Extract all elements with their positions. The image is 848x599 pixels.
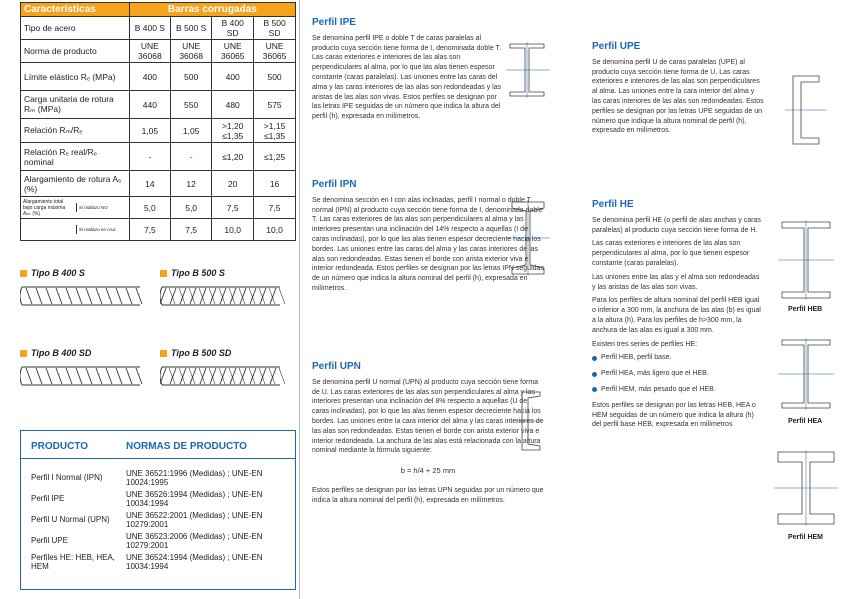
product-standard: UNE 36524:1994 (Medidas) ; UNE-EN 10034:1994 [126,552,263,571]
he-bullet [592,369,764,379]
agt-value: 5,0 [171,197,212,219]
row-label: Relación Rₘ/Rₑ [21,119,130,143]
agt-value: 7,5 [171,219,212,241]
row-value: 500 [171,63,212,91]
agt-value: 10,0 [254,219,296,241]
row-value: B 500 S [171,17,212,40]
rebar-label: Tipo B 500 SD [171,348,232,358]
characteristics-row [21,40,296,63]
rebar-b400sd-drawing [20,361,145,391]
row-value: B 500 SD [254,17,296,40]
product-standards-box [20,430,296,590]
rebar-b500s [160,268,290,311]
row-label: Alargamiento de rotura A₅ (%) [21,171,130,197]
row-label: Carga unitaria de rotura Rₘ (MPa) [21,91,130,119]
upn-text-2: Estos perfiles se designan por las letras UPN seguidas por un número que indica la altura nominal del perfil (h), expresada en milímetros. [312,486,544,504]
ipn-title: Perfil IPN [312,179,357,190]
column-divider [299,0,300,599]
hea-profile-figure [778,336,834,412]
row-label: Límite elástico Rₑ (MPa) [21,63,130,91]
he-text-4: Para los perfiles de altura nominal del perfil HEB igual o inferior a 300 mm, la anchura de las alas (b) es igual a la altura (h). Para los perfiles de h>300 mm, la anchura de las alas es igual a 300 mm. [592,297,761,334]
agt-value: 7,5 [212,197,254,219]
row-value: >1,15 ≤1,35 [254,119,296,143]
rebar-b400sd [20,348,150,391]
row-value: UNE 36068 [129,40,170,63]
row-value: 440 [129,91,170,119]
row-value: - [171,143,212,171]
characteristics-row [21,143,296,171]
bullet-text: Perfil HEA, más ligero que el HEB. [601,370,709,378]
agt-label-cell [21,219,130,241]
product-name: Perfiles HE: HEB, HEA, HEM [31,552,116,571]
agt-value: 7,5 [129,219,170,241]
agt-sublabel: Si mallazo NO [76,203,110,212]
row-value: 1,05 [171,119,212,143]
bullet-text: Perfil HEB, perfil base. [601,354,672,362]
section-upe [592,42,764,140]
agt-sublabel: Si mallazo en cruz [76,225,118,234]
upn-profile-figure [514,388,544,454]
row-value: B 400 SD [212,17,254,40]
bullet-text: Perfil HEM, más pesado que el HEB. [601,385,716,393]
upe-text: Se denomina perfil U de caras paralelas (UPE) al producto cuya sección tiene forma de U. Las caras exteriores e interiores de las alas son perpendiculares al alma. Las uniones entre la cara interior del alma y las caras interiores de las alas son redondeadas. Estos perfiles se designan por las letras UPE seguidas de un número que indique la altura nominal de perfil (h), expresado en milímetros. [592,58,764,135]
he-text-3: Las uniones entre las alas y el alma son redondeadas y las aristas de las alas son vivas. [592,273,760,291]
he-title: Perfil HE [592,199,634,210]
section-he [592,200,764,434]
orange-square-icon [20,270,27,277]
bullet-dot-icon [592,356,597,361]
product-standard: UNE 36522:2001 (Medidas) ; UNE-EN 10279:2001 [126,510,263,529]
characteristics-row [21,171,296,197]
row-value: 20 [212,171,254,197]
ipe-text: Se denomina perfil IPE o doble T de caras paralelas al producto cuya sección tiene forma de I, denominada doble T. Las caras exteriores e interiores de las alas son perpendiculares al alma, por lo que las alas tienen espesor constante (caras paralelas). Las uniones entre las caras del alma y las caras interiores de las alas son redondeadas y las aristas de las alas son vivas. Estos perfiles se designan por las letras IPE seguidas de un número que indica la altura del perfil (h), expresada en milímetros. [312,34,502,121]
agt-label-cell [21,197,130,219]
row-value: UNE 36065 [254,40,296,63]
product-name: Perfil U Normal (UPN) [31,515,110,524]
row-value: 1,05 [129,119,170,143]
characteristics-header: Características [21,3,130,17]
rebar-label: Tipo B 400 SD [31,348,92,358]
rebar-label: Tipo B 500 S [171,268,225,278]
row-value: 500 [254,63,296,91]
heb-profile-figure [778,218,834,302]
agt-value: 7,5 [254,197,296,219]
hem-label: Perfil HEM [788,534,824,541]
row-value: 12 [171,171,212,197]
product-row [21,509,295,530]
agt-row [21,219,296,241]
row-value: - [129,143,170,171]
orange-square-icon [160,270,167,277]
hea-label: Perfil HEA [788,418,823,425]
row-value: B 400 S [129,17,170,40]
bullet-dot-icon [592,387,597,392]
upn-formula: b = h/4 + 25 mm [400,466,456,476]
he-text-6: Estos perfiles se designan por las letras HEB, HEA o HEM seguidas de un número que indica la altura (h) del perfil base HEB, expresada en milímetros [592,401,756,429]
product-column-header: PRODUCTO [31,441,89,452]
product-standard: UNE 36523:2006 (Medidas) ; UNE-EN 10279:2001 [126,531,263,550]
row-value: >1,20 ≤1,35 [212,119,254,143]
characteristics-row [21,17,296,40]
row-label: Relación Rₑ real/Rₑ nominal [21,143,130,171]
row-value: 575 [254,91,296,119]
row-label: Tipo de acero [21,17,130,40]
product-standard: UNE 36526:1994 (Medidas) ; UNE-EN 10034:1994 [126,489,263,508]
agt-row [21,197,296,219]
product-row [21,551,295,572]
ipn-text: Se denomina sección en I con alas inclinadas, perfil I normal o doble T normal (IPN) al producto cuya sección tiene forma de I, denominada doble T. Las caras exteriores de las alas son perpendiculares al alma y las interiores presentan una inclinación del 14% respecto a aquellas (I de caras inclinadas), por lo que las alas tienen espesor decreciente hacia los bordes. Las uniones entre las caras del alma y las caras interiores de las alas son redondeadas. Estas tienen el borde con arista exterior viva e interior redondeada. Estos perfiles se designan por las letras IPN seguidas de un número que indica la altura nominal del perfil (h), expresada en milímetros. [312,196,544,292]
product-name: Perfil UPE [31,536,68,545]
agt-value: 5,0 [129,197,170,219]
product-name: Perfil I Normal (IPN) [31,473,103,482]
row-value: 16 [254,171,296,197]
characteristics-row [21,91,296,119]
he-bullet [592,353,764,363]
product-row [21,488,295,509]
ipn-profile-figure [506,198,552,278]
he-text-1: Se denomina perfil HE (o perfil de alas anchas y caras paralelas) al producto cuya sección tiene forma de H. [592,216,761,234]
product-row [21,467,295,488]
row-label: Norma de producto [21,40,130,63]
characteristics-row [21,63,296,91]
agt-value: 10,0 [212,219,254,241]
rebar-b500s-drawing [160,281,285,311]
upe-profile-figure [783,72,829,148]
row-value: 400 [129,63,170,91]
product-standards-header [21,431,295,459]
orange-square-icon [160,350,167,357]
agt-label: Alargamiento total bajo carga máxima Aₘₜ (%) [23,198,66,217]
upn-title: Perfil UPN [312,361,361,372]
he-text-2: Las caras exteriores e interiores de las alas son perpendiculares al alma, por lo que tienen espesor constante (caras paralelas). [592,240,750,267]
rebar-label: Tipo B 400 S [31,268,85,278]
row-value: 480 [212,91,254,119]
left-column [0,0,300,599]
rebar-b400s-drawing [20,281,145,311]
product-name: Perfil IPE [31,494,65,503]
row-value: ≤1,25 [254,143,296,171]
rebar-b500sd [160,348,290,391]
product-standard: UNE 36521:1996 (Medidas) ; UNE-EN 10024:1995 [126,468,263,487]
upe-title: Perfil UPE [592,41,641,52]
he-bullet [592,385,764,395]
characteristics-table [20,2,296,241]
rebar-b400s [20,268,150,311]
row-value: 550 [171,91,212,119]
standards-column-header: NORMAS DE PRODUCTO [126,441,247,452]
row-value: 14 [129,171,170,197]
bullet-dot-icon [592,372,597,377]
rebar-b500sd-drawing [160,361,285,391]
ipe-profile-figure [506,40,552,100]
product-row [21,530,295,551]
orange-square-icon [20,350,27,357]
row-value: ≤1,20 [212,143,254,171]
row-value: 400 [212,63,254,91]
he-text-5: Existen tres series de perfiles HE: [592,340,698,348]
upn-text: Se denomina perfil U normal (UPN) al producto cuya sección tiene forma de U. Las caras exteriores de las alas son perpendiculares al alma y las interiores presentan una inclinación del 8% respecto a aquellas (U de caras inclinadas), por lo que las alas tienen espesor decreciente hacia los bordes. Las uniones entre la cara interior del alma y las caras interiores de las alas son redondeadas. Estas tienen el borde con arista exterior viva e interior redondeada. La anchura de las alas está relacionada con la altura nominal mediante la fórmula siguiente: [312,378,544,455]
heb-label: Perfil HEB [788,306,823,313]
section-upn [312,362,544,510]
row-value: UNE 36068 [171,40,212,63]
characteristics-row [21,119,296,143]
ipe-title: Perfil IPE [312,17,356,28]
hem-profile-figure [774,448,838,528]
bars-header: Barras corrugadas [129,3,295,17]
row-value: UNE 36065 [212,40,254,63]
